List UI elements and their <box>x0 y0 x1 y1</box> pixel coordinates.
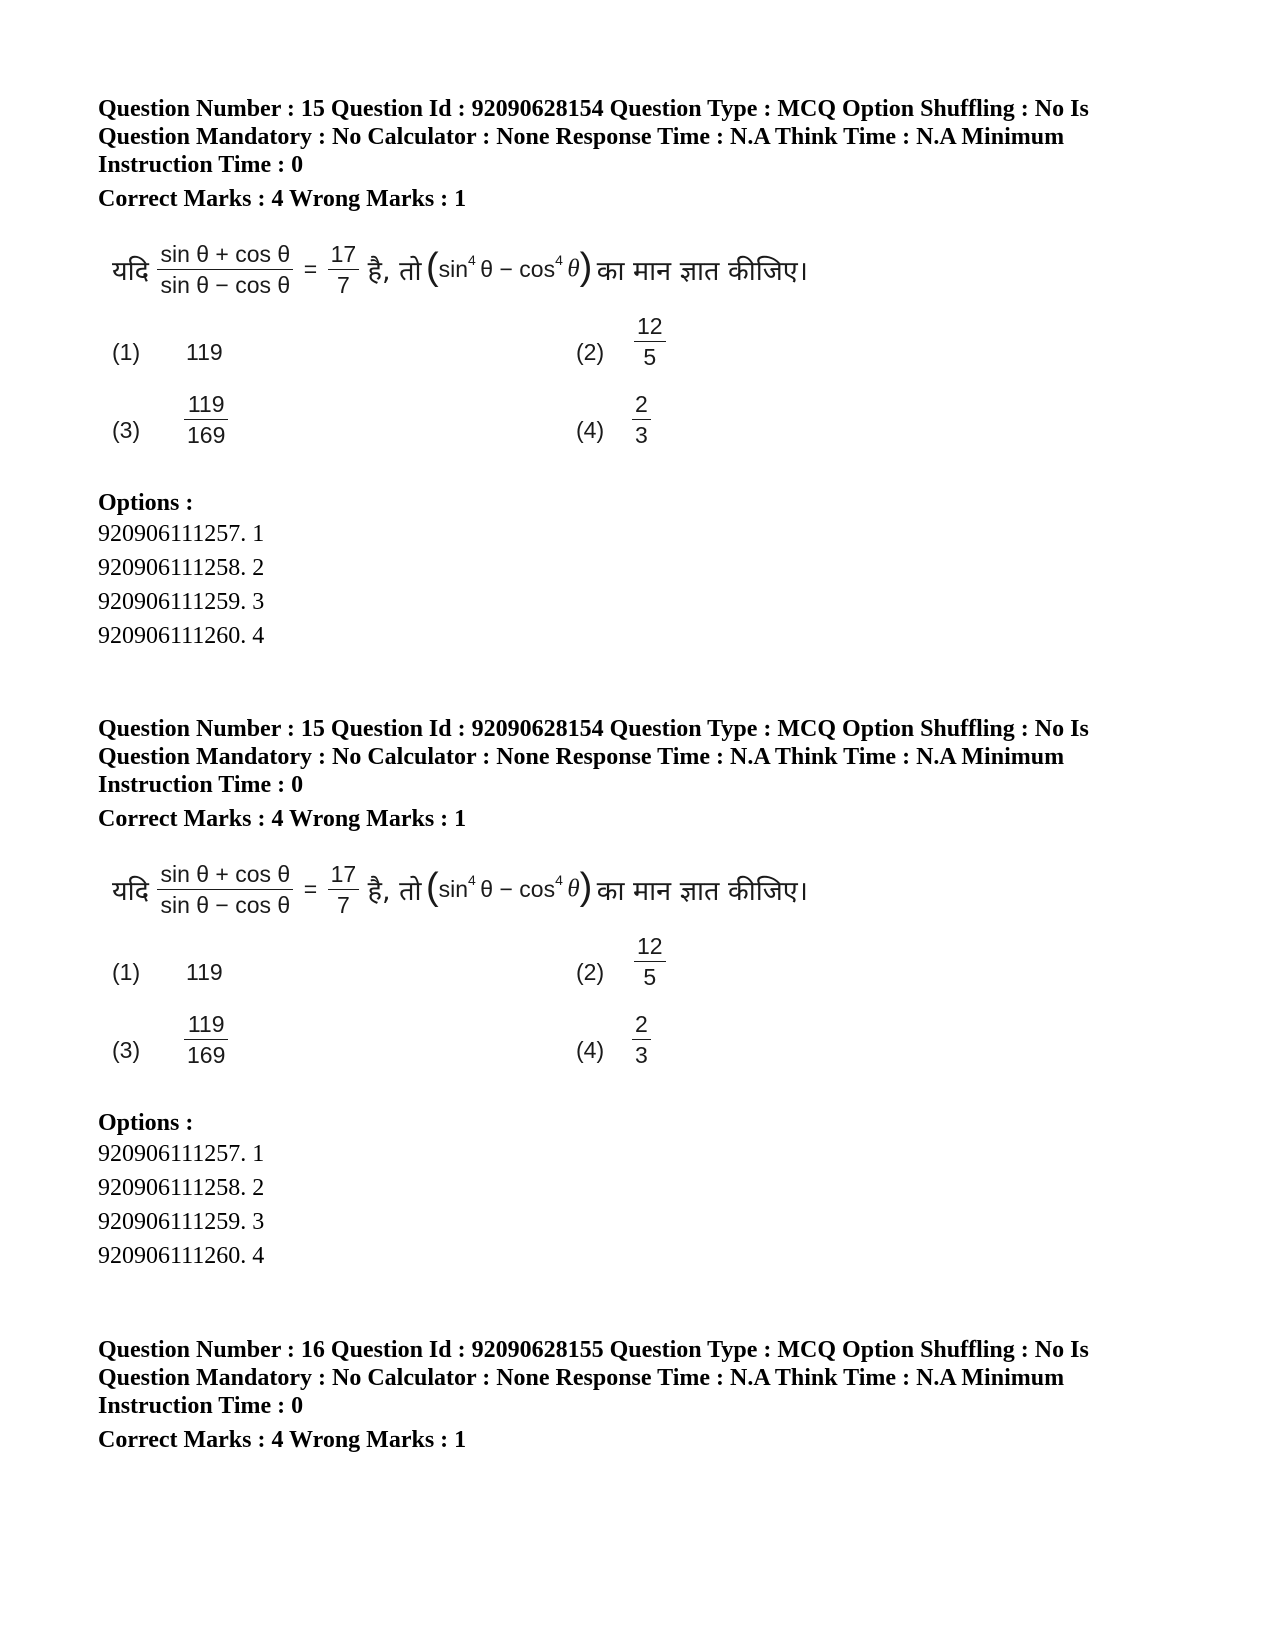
choice-1-value: 119 <box>186 339 223 365</box>
expr-exponent-2: 4 <box>555 251 563 268</box>
choice-2-numerator: 12 <box>634 931 666 962</box>
choice-3-fraction <box>184 389 228 450</box>
choice-4-label: (4) <box>576 1037 605 1063</box>
open-paren: ( <box>425 866 439 908</box>
close-paren: ) <box>579 246 593 288</box>
option-id-line: 920906111257. 1 <box>98 1141 265 1167</box>
close-paren: ) <box>579 866 593 908</box>
option-id-line: 920906111258. 2 <box>98 555 265 581</box>
choice-2-numerator: 12 <box>634 311 666 342</box>
expr-sin: sin <box>438 256 469 282</box>
option-id-line: 920906111259. 3 <box>98 589 265 615</box>
rhs-denominator: 7 <box>336 272 350 298</box>
question-stem <box>112 239 808 307</box>
expr-theta: θ <box>567 875 580 903</box>
expr-exponent-2: 4 <box>555 871 563 888</box>
option-id-line: 920906111257. 1 <box>98 521 265 547</box>
choice-2-denominator: 5 <box>643 344 657 370</box>
lhs-fraction <box>157 239 293 300</box>
lhs-numerator: sin θ + cos θ <box>157 859 293 890</box>
lhs-numerator: sin θ + cos θ <box>157 239 293 270</box>
choice-2-fraction <box>634 931 666 992</box>
choice-1-label: (1) <box>112 339 141 365</box>
choice-3-denominator: 169 <box>187 422 226 448</box>
open-paren: ( <box>425 246 439 288</box>
expr-middle: θ − cos <box>480 876 556 902</box>
marks-line: Correct Marks : 4 Wrong Marks : 1 <box>98 186 467 212</box>
stem-middle: है, तो <box>367 876 422 907</box>
choice-3-fraction <box>184 1009 228 1070</box>
expr-exponent-1: 4 <box>468 251 476 268</box>
stem-suffix: का मान ज्ञात कीजिए। <box>596 876 808 907</box>
choice-3-label: (3) <box>112 417 141 443</box>
marks-line: Correct Marks : 4 Wrong Marks : 1 <box>98 1427 467 1453</box>
question-stem <box>112 859 808 927</box>
question-meta-line-1: Question Number : 15 Question Id : 92090628154 Question Type : MCQ Option Shuffling : No Is <box>98 716 1089 742</box>
question-meta-line-2: Question Mandatory : No Calculator : None Response Time : N.A Think Time : N.A Minimum <box>98 1365 1065 1391</box>
choice-4-fraction <box>632 389 651 450</box>
question-block-2 <box>98 715 1178 1273</box>
choice-4-numerator: 2 <box>632 1009 651 1040</box>
choice-2-label: (2) <box>576 959 605 985</box>
choice-3-label: (3) <box>112 1037 141 1063</box>
choice-1-label: (1) <box>112 959 141 985</box>
rhs-numerator: 17 <box>328 239 360 270</box>
choice-3-denominator: 169 <box>187 1042 226 1068</box>
equals-sign: = <box>303 256 318 282</box>
question-meta-line-3: Instruction Time : 0 <box>98 772 304 798</box>
lhs-denominator: sin θ − cos θ <box>160 272 291 298</box>
rhs-fraction <box>328 859 360 920</box>
expr-middle: θ − cos <box>480 256 556 282</box>
question-image <box>98 859 1178 1101</box>
choice-2-label: (2) <box>576 339 605 365</box>
stem-middle: है, तो <box>367 256 422 287</box>
question-block-3 <box>98 1336 1178 1454</box>
choice-3-numerator: 119 <box>184 1009 228 1040</box>
question-meta-line-1: Question Number : 15 Question Id : 92090628154 Question Type : MCQ Option Shuffling : No Is <box>98 96 1089 122</box>
rhs-numerator: 17 <box>328 859 360 890</box>
question-meta-line-2: Question Mandatory : No Calculator : None Response Time : N.A Think Time : N.A Minimum <box>98 744 1065 770</box>
question-meta-line-1: Question Number : 16 Question Id : 92090628155 Question Type : MCQ Option Shuffling : No Is <box>98 1337 1089 1363</box>
option-id-line: 920906111258. 2 <box>98 1175 265 1201</box>
equals-sign: = <box>303 876 318 902</box>
rhs-denominator: 7 <box>336 892 350 918</box>
expr-theta: θ <box>567 255 580 283</box>
stem-prefix: यदि <box>112 876 149 907</box>
choice-2-denominator: 5 <box>643 964 657 990</box>
options-list <box>98 1109 1178 1273</box>
expr-exponent-1: 4 <box>468 871 476 888</box>
stem-prefix: यदि <box>112 256 149 287</box>
stem-suffix: का मान ज्ञात कीजिए। <box>596 256 808 287</box>
question-block-1 <box>98 95 1178 653</box>
choice-4-numerator: 2 <box>632 389 651 420</box>
choice-3-numerator: 119 <box>184 389 228 420</box>
lhs-fraction <box>157 859 293 920</box>
options-title: Options : <box>98 490 194 516</box>
option-id-line: 920906111259. 3 <box>98 1209 265 1235</box>
question-meta-line-2: Question Mandatory : No Calculator : None Response Time : N.A Think Time : N.A Minimum <box>98 124 1065 150</box>
rhs-fraction <box>328 239 360 300</box>
option-id-line: 920906111260. 4 <box>98 1243 265 1269</box>
lhs-denominator: sin θ − cos θ <box>160 892 291 918</box>
question-image <box>98 239 1178 481</box>
choice-4-label: (4) <box>576 417 605 443</box>
choice-4-fraction <box>632 1009 651 1070</box>
marks-line: Correct Marks : 4 Wrong Marks : 1 <box>98 806 467 832</box>
choice-1-value: 119 <box>186 959 223 985</box>
choice-4-denominator: 3 <box>635 1042 648 1068</box>
question-meta-line-3: Instruction Time : 0 <box>98 152 304 178</box>
choice-2-fraction <box>634 311 666 372</box>
option-id-line: 920906111260. 4 <box>98 623 265 649</box>
expr-sin: sin <box>438 876 469 902</box>
question-meta-line-3: Instruction Time : 0 <box>98 1393 304 1419</box>
options-list <box>98 489 1178 653</box>
choice-4-denominator: 3 <box>635 422 648 448</box>
options-title: Options : <box>98 1110 194 1136</box>
